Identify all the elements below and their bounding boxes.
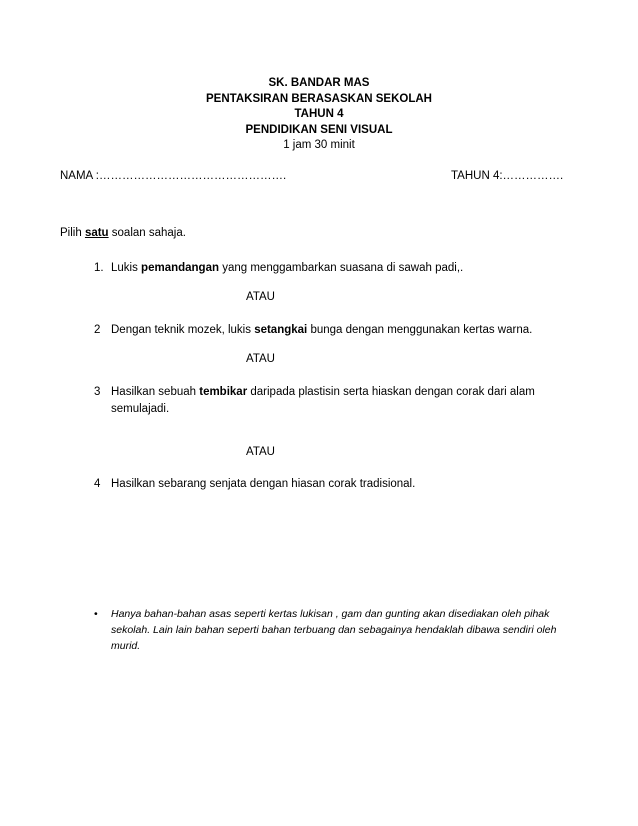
question-text-pre: Hasilkan sebuah [111,386,200,398]
question-text [111,476,571,493]
year-title: TAHUN 4 [294,108,344,120]
document-header [0,76,638,154]
question-number: 1. [94,262,104,274]
question-text-pre: Lukis [111,262,142,274]
question-number: 4 [94,478,101,490]
question-text [111,322,571,339]
note-text: Hanya bahan-bahan asas seperti kertas lukisan , gam dan gunting akan disediakan oleh pihak sekolah. Lain lain bahan seperti bahan terbuang dan sebagainya hendaklah dibawa sendiri oleh murid. [111,608,557,652]
question-keyword: tembikar [199,386,248,398]
bullet-icon: • [94,608,98,620]
question-text-post: bunga dengan menggunakan kertas warna. [307,324,533,336]
question-number: 2 [94,324,101,336]
duration-text: 1 jam 30 minit [283,139,355,151]
instruction-after: soalan sahaja. [108,227,186,239]
question-number: 3 [94,386,101,398]
separator-atau-3: ATAU [246,446,275,458]
separator-atau-1: ATAU [246,291,275,303]
instruction-text [60,227,186,239]
instruction-before: Pilih [60,227,85,239]
question-text-pre: Dengan teknik mozek, lukis [111,324,255,336]
separator-atau-2: ATAU [246,353,275,365]
question-text [111,260,571,277]
name-field: NAMA :…………………………………………. [60,170,287,182]
instruction-emphasis: satu [84,227,109,239]
assessment-title: PENTAKSIRAN BERASASKAN SEKOLAH [206,92,432,105]
question-keyword: pemandangan [141,262,220,274]
question-text-post: daripada plastisin serta hiaskan dengan corak dari alam semulajadi. [111,386,535,415]
question-text-pre: Hasilkan sebarang senjata dengan hiasan corak tradisional. [111,478,416,490]
school-name: SK. BANDAR MAS [268,77,370,89]
question-keyword: setangkai [254,324,308,336]
question-text [111,384,566,418]
question-text-post: yang menggambarkan suasana di sawah padi,. [219,262,464,274]
class-field: TAHUN 4:……………. [451,170,564,182]
subject-title: PENDIDIKAN SENI VISUAL [245,123,393,136]
